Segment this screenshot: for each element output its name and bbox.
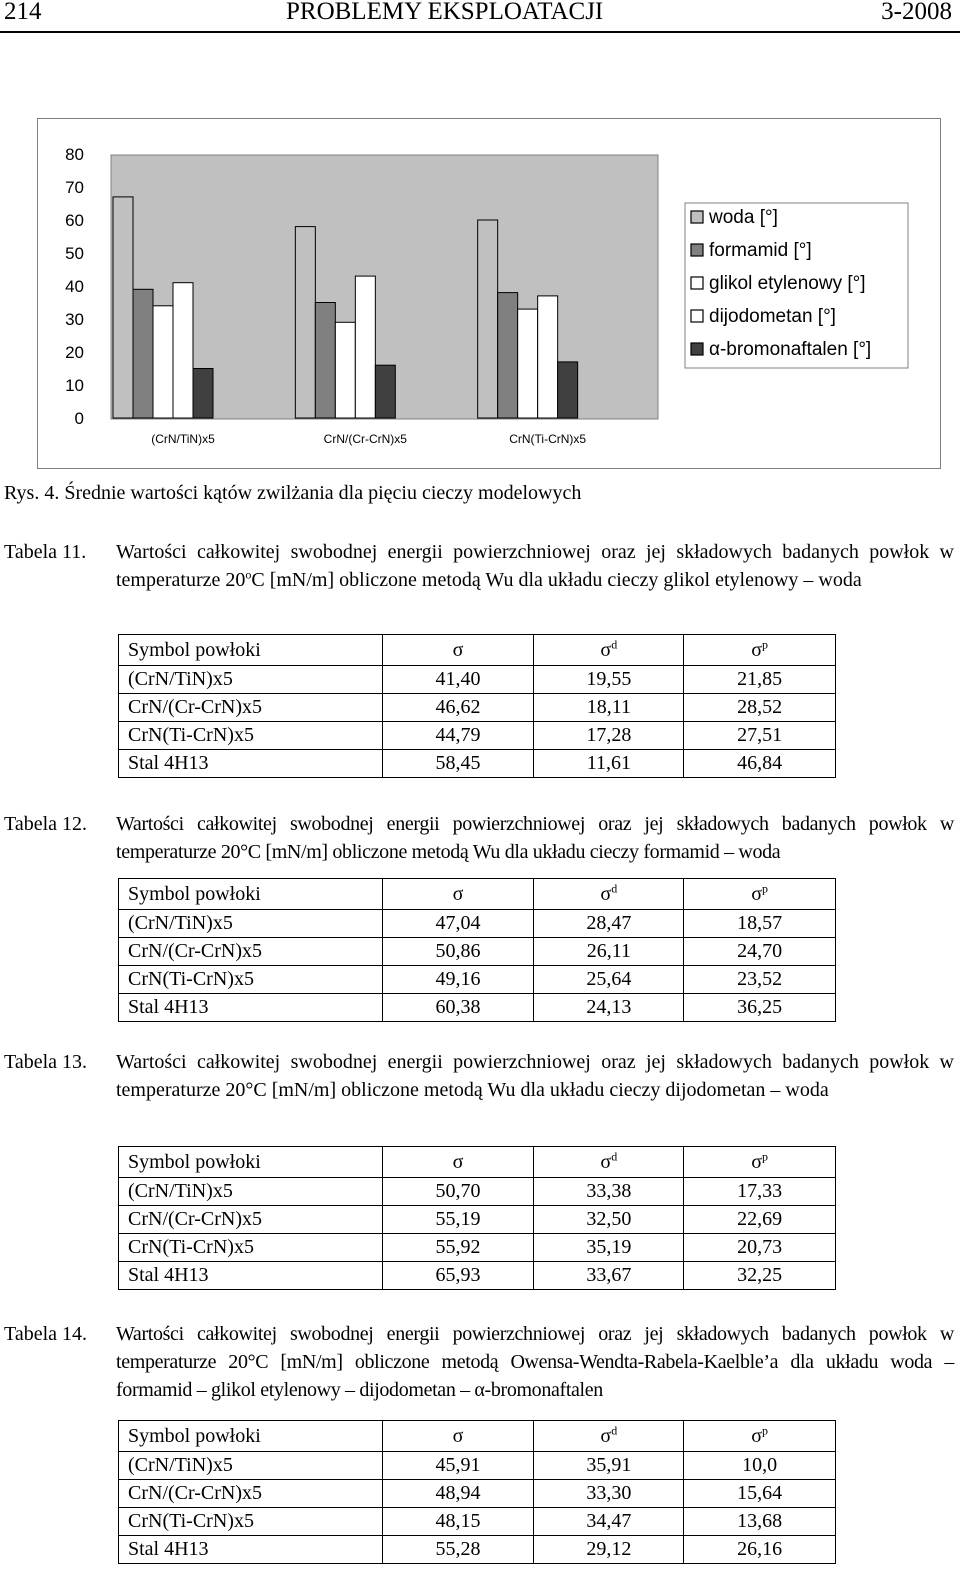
legend-label: α-bromonaftalen [°] [709, 339, 872, 360]
cell-sigma-d: 33,30 [534, 1480, 684, 1508]
table-row [119, 910, 836, 938]
bar-formamid-2 [315, 303, 335, 419]
cell-sigma: 50,70 [382, 1178, 534, 1206]
table-13 [118, 1146, 836, 1290]
cell-symbol: CrN/(Cr-CrN)x5 [119, 1206, 383, 1234]
cell-sigma-p: 36,25 [684, 994, 836, 1022]
table-header-row [119, 1147, 836, 1178]
cell-symbol: (CrN/TiN)x5 [119, 1452, 383, 1480]
cell-sigma-d: 24,13 [534, 994, 684, 1022]
cell-sigma: 46,62 [382, 694, 534, 722]
table-header-row [119, 1421, 836, 1452]
cell-symbol: CrN(Ti-CrN)x5 [119, 1508, 383, 1536]
bar-woda-3 [478, 220, 498, 418]
caption-text: Wartości całkowitej swobodnej energii powierzchniowej oraz jej składowych badanych powłok w temperaturze 20$^o$C [mN/m] obliczone metodą Wu dla układu cieczy glikol etylenowy – woda [116, 541, 954, 591]
bar-formamid-1 [133, 289, 153, 418]
cell-sigma: 49,16 [382, 966, 534, 994]
legend-label: woda [°] [709, 207, 778, 228]
cell-symbol: CrN/(Cr-CrN)x5 [119, 938, 383, 966]
header-sigma-d: $\sigma^d$ [534, 1147, 684, 1178]
table-row [119, 1206, 836, 1234]
header-sigma-p: $\sigma^p$ [684, 1147, 836, 1178]
cell-sigma-d: 18,11 [534, 694, 684, 722]
y-tick-label: 50 [65, 244, 84, 263]
y-tick-label: 40 [65, 277, 84, 296]
cell-sigma-p: 27,51 [684, 722, 836, 750]
page-number: 214 [4, 0, 42, 25]
cell-symbol: Stal 4H13 [119, 994, 383, 1022]
bar-glikol-etylenowy-1 [153, 306, 173, 418]
table-row [119, 966, 836, 994]
caption-text: Wartości całkowitej swobodnej energii powierzchniowej oraz jej składowych badanych powłok w temperaturze 20°C [mN/m] obliczone metodą Wu dla układu cieczy dijodometan – woda [116, 1051, 954, 1101]
cell-sigma-p: 26,16 [684, 1536, 836, 1564]
bar-α-bromonaftalen-3 [558, 362, 578, 418]
legend [685, 203, 908, 368]
cell-symbol: CrN(Ti-CrN)x5 [119, 966, 383, 994]
legend-swatch [691, 277, 703, 289]
legend-label: glikol etylenowy [°] [709, 273, 866, 294]
table-number: Tabela 11. [4, 541, 87, 563]
cell-symbol: Stal 4H13 [119, 1536, 383, 1564]
table-number: Tabela 14. [4, 1323, 88, 1345]
y-axis-ticks [65, 145, 84, 428]
caption-text: Wartości całkowitej swobodnej energii powierzchniowej oraz jej składowych badanych powłok w temperaturze 20°C [mN/m] obliczone metodą Owensa-Wendta-Rabela-Kaelble’a dla układu woda – formamid – glikol etylenowy – dijodometan – α-bromonaftalen [116, 1323, 954, 1401]
caption-text: Wartości całkowitej swobodnej energii powierzchniowej oraz jej składowych badanych powłok w temperaturze 20°C [mN/m] obliczone metodą Wu dla układu cieczy formamid – woda [116, 813, 954, 863]
cell-sigma-p: 18,57 [684, 910, 836, 938]
legend-swatch [691, 310, 703, 322]
bar-woda-1 [113, 197, 133, 418]
cell-sigma: 65,93 [382, 1262, 534, 1290]
bar-formamid-3 [498, 293, 518, 418]
legend-label: formamid [°] [709, 240, 812, 261]
x-tick-label: CrN(Ti-CrN)x5 [509, 432, 587, 446]
header-sigma: σ [382, 1421, 534, 1452]
table-number: Tabela 13. [4, 1051, 88, 1073]
bar-α-bromonaftalen-1 [193, 369, 213, 419]
cell-symbol: CrN/(Cr-CrN)x5 [119, 694, 383, 722]
bar-woda-2 [295, 227, 315, 418]
cell-sigma: 60,38 [382, 994, 534, 1022]
cell-sigma: 55,92 [382, 1234, 534, 1262]
cell-sigma: 48,94 [382, 1480, 534, 1508]
y-tick-label: 20 [65, 343, 84, 362]
bar-dijodometan-3 [538, 296, 558, 418]
cell-symbol: Stal 4H13 [119, 1262, 383, 1290]
bar-glikol-etylenowy-3 [518, 309, 538, 418]
cell-sigma-d: 35,91 [534, 1452, 684, 1480]
y-tick-label: 80 [65, 145, 84, 164]
table-number: Tabela 12. [4, 813, 88, 835]
header-symbol: Symbol powłoki [119, 1421, 383, 1452]
y-tick-label: 0 [74, 409, 84, 428]
table-header-row [119, 635, 836, 666]
x-tick-label: CrN/(Cr-CrN)x5 [323, 432, 407, 446]
cell-sigma-d: 34,47 [534, 1508, 684, 1536]
cell-sigma: 48,15 [382, 1508, 534, 1536]
legend-label: dijodometan [°] [709, 306, 836, 327]
cell-sigma-d: 33,67 [534, 1262, 684, 1290]
header-sigma-p: $\sigma^p$ [684, 635, 836, 666]
cell-symbol: (CrN/TiN)x5 [119, 1178, 383, 1206]
cell-sigma: 55,28 [382, 1536, 534, 1564]
table-row [119, 1234, 836, 1262]
header-symbol: Symbol powłoki [119, 1147, 383, 1178]
table-14-caption [4, 1320, 956, 1404]
journal-title: PROBLEMY EKSPLOATACJI [286, 0, 604, 25]
table-row [119, 1480, 836, 1508]
bar-dijodometan-1 [173, 283, 193, 418]
chart-svg [37, 118, 941, 469]
cell-sigma-d: 29,12 [534, 1536, 684, 1564]
y-tick-label: 10 [65, 376, 84, 395]
cell-sigma: 41,40 [382, 666, 534, 694]
cell-sigma-d: 33,38 [534, 1178, 684, 1206]
cell-sigma-p: 46,84 [684, 750, 836, 778]
table-header-row [119, 879, 836, 910]
header-symbol: Symbol powłoki [119, 635, 383, 666]
bar-dijodometan-2 [355, 276, 375, 418]
cell-sigma: 50,86 [382, 938, 534, 966]
cell-sigma-p: 24,70 [684, 938, 836, 966]
header-sigma-p: $\sigma^p$ [684, 1421, 836, 1452]
table-row [119, 1536, 836, 1564]
figure-caption: Rys. 4. Średnie wartości kątów zwilżania dla pięciu cieczy modelowych [4, 482, 582, 504]
header-sigma: σ [382, 635, 534, 666]
cell-sigma: 58,45 [382, 750, 534, 778]
page-header [0, 0, 960, 34]
legend-swatch [691, 343, 703, 355]
cell-sigma: 47,04 [382, 910, 534, 938]
table-row [119, 938, 836, 966]
table-row [119, 750, 836, 778]
table-row [119, 722, 836, 750]
table-row [119, 1452, 836, 1480]
cell-symbol: CrN(Ti-CrN)x5 [119, 722, 383, 750]
x-tick-label: (CrN/TiN)x5 [151, 432, 215, 446]
cell-sigma-p: 17,33 [684, 1178, 836, 1206]
cell-symbol: (CrN/TiN)x5 [119, 666, 383, 694]
table-row [119, 994, 836, 1022]
cell-sigma-d: 26,11 [534, 938, 684, 966]
y-tick-label: 30 [65, 310, 84, 329]
header-symbol: Symbol powłoki [119, 879, 383, 910]
cell-sigma-d: 32,50 [534, 1206, 684, 1234]
cell-sigma-p: 10,0 [684, 1452, 836, 1480]
table-row [119, 1178, 836, 1206]
bar-glikol-etylenowy-2 [335, 322, 355, 418]
cell-sigma-p: 23,52 [684, 966, 836, 994]
header-sigma: σ [382, 1147, 534, 1178]
cell-sigma-p: 15,64 [684, 1480, 836, 1508]
bar-α-bromonaftalen-2 [375, 365, 395, 418]
table-12 [118, 878, 836, 1022]
table-14 [118, 1420, 836, 1564]
cell-sigma-p: 20,73 [684, 1234, 836, 1262]
table-13-caption [4, 1048, 956, 1132]
cell-sigma-p: 21,85 [684, 666, 836, 694]
cell-sigma-d: 11,61 [534, 750, 684, 778]
header-sigma-p: $\sigma^p$ [684, 879, 836, 910]
legend-swatch [691, 211, 703, 223]
cell-sigma: 44,79 [382, 722, 534, 750]
header-sigma: σ [382, 879, 534, 910]
header-rule [0, 31, 960, 33]
cell-sigma-p: 32,25 [684, 1262, 836, 1290]
legend-swatch [691, 244, 703, 256]
cell-sigma: 55,19 [382, 1206, 534, 1234]
table-row [119, 666, 836, 694]
cell-sigma-d: 19,55 [534, 666, 684, 694]
cell-sigma-p: 22,69 [684, 1206, 836, 1234]
cell-sigma-d: 35,19 [534, 1234, 684, 1262]
cell-symbol: (CrN/TiN)x5 [119, 910, 383, 938]
header-sigma-d: $\sigma^d$ [534, 635, 684, 666]
cell-sigma-d: 28,47 [534, 910, 684, 938]
cell-symbol: CrN/(Cr-CrN)x5 [119, 1480, 383, 1508]
cell-symbol: Stal 4H13 [119, 750, 383, 778]
table-row [119, 694, 836, 722]
header-sigma-d: $\sigma^d$ [534, 1421, 684, 1452]
contact-angle-chart [37, 118, 941, 469]
cell-sigma-d: 17,28 [534, 722, 684, 750]
header-sigma-d: $\sigma^d$ [534, 879, 684, 910]
y-tick-label: 60 [65, 211, 84, 230]
issue-number: 3-2008 [881, 0, 952, 25]
table-11 [118, 634, 836, 778]
cell-symbol: CrN(Ti-CrN)x5 [119, 1234, 383, 1262]
table-11-caption [4, 538, 956, 622]
table-row [119, 1508, 836, 1536]
cell-sigma-p: 28,52 [684, 694, 836, 722]
table-row [119, 1262, 836, 1290]
cell-sigma: 45,91 [382, 1452, 534, 1480]
y-tick-label: 70 [65, 178, 84, 197]
table-12-caption [4, 810, 956, 866]
cell-sigma-p: 13,68 [684, 1508, 836, 1536]
cell-sigma-d: 25,64 [534, 966, 684, 994]
